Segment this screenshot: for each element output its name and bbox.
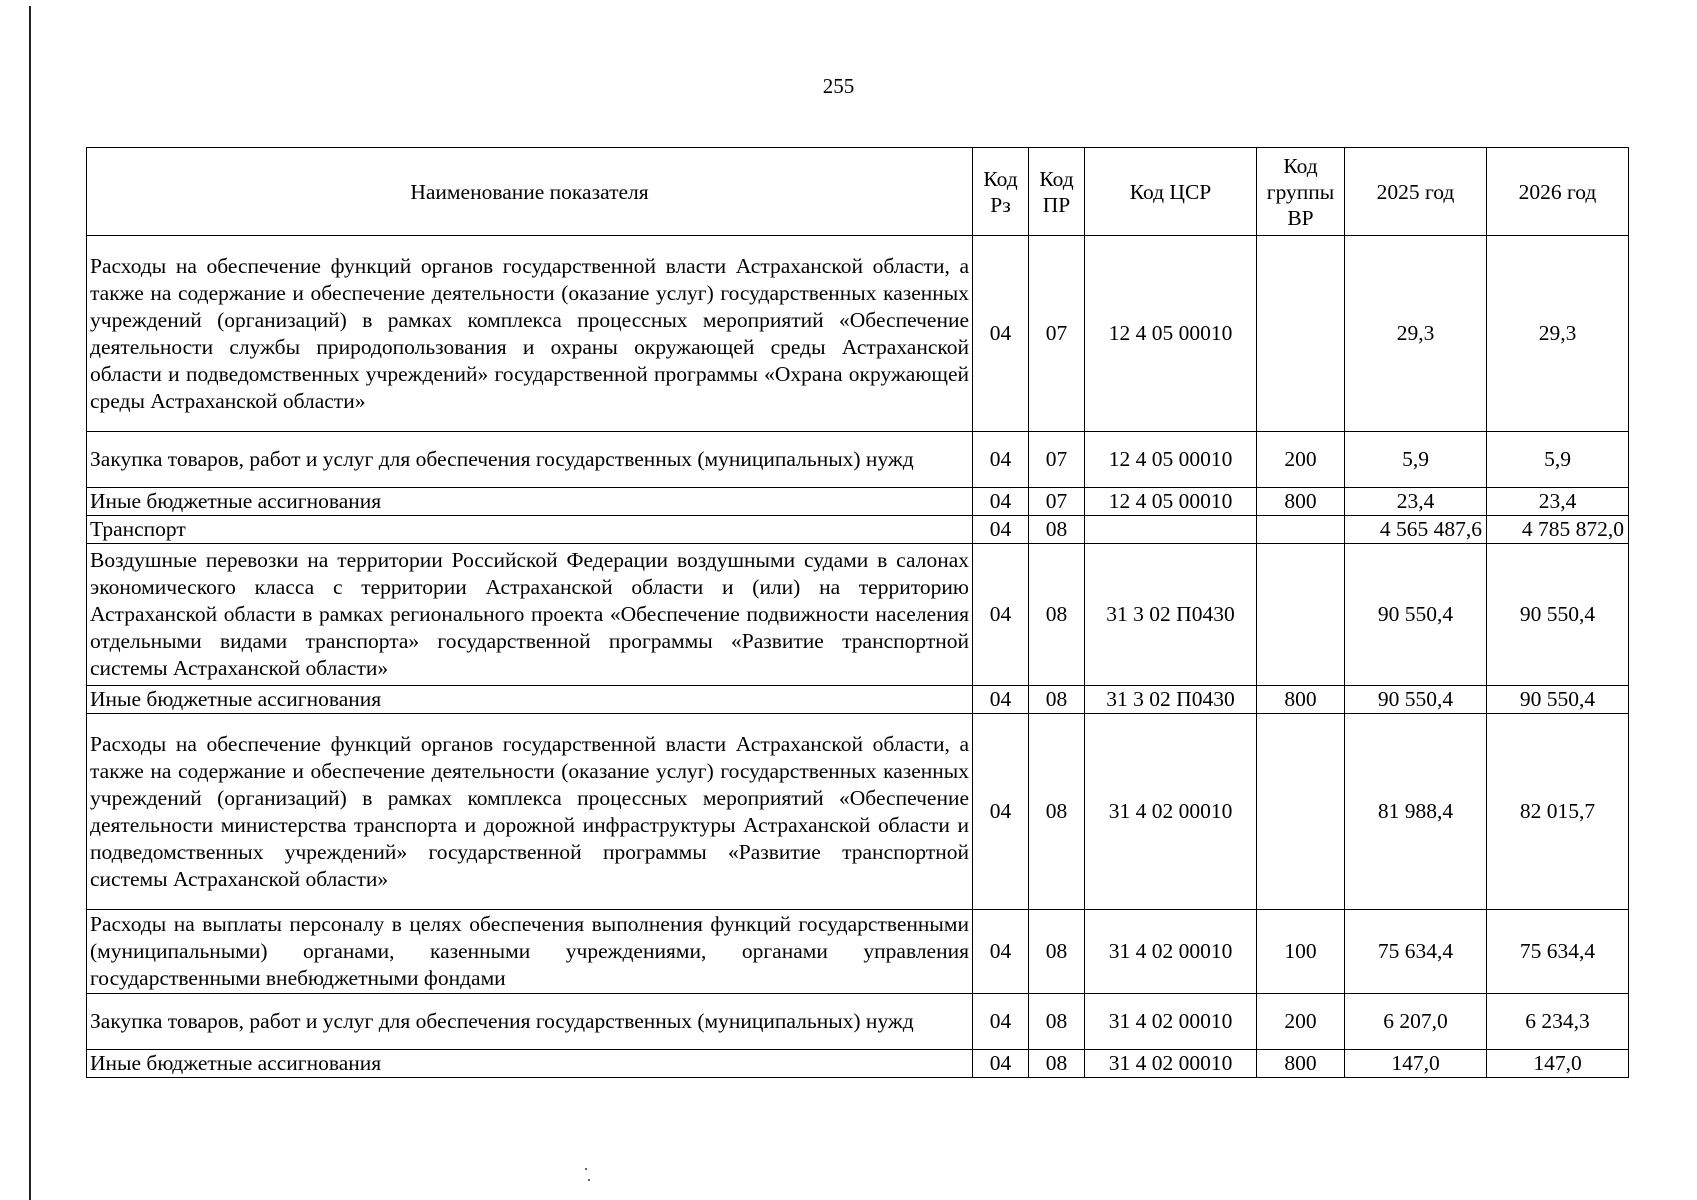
row-2025: 4 565 487,6 [1345, 516, 1487, 544]
row-pr: 07 [1029, 432, 1085, 488]
row-2025: 90 550,4 [1345, 686, 1487, 714]
row-2025: 75 634,4 [1345, 910, 1487, 994]
row-rz: 04 [973, 516, 1029, 544]
row-csr: 31 3 02 П0430 [1085, 686, 1257, 714]
row-rz: 04 [973, 1050, 1029, 1078]
row-vr: 800 [1257, 1050, 1345, 1078]
header-name: Наименование показателя [87, 148, 973, 236]
row-csr: 31 4 02 00010 [1085, 910, 1257, 994]
row-2026: 29,3 [1487, 236, 1629, 432]
row-2026: 75 634,4 [1487, 910, 1629, 994]
row-2026: 23,4 [1487, 488, 1629, 516]
row-2026: 147,0 [1487, 1050, 1629, 1078]
row-pr: 08 [1029, 714, 1085, 910]
table-row [87, 488, 1629, 516]
row-2025: 90 550,4 [1345, 544, 1487, 686]
row-name: Расходы на обеспечение функций органов государственной власти Астраханской области, а также на содержание и обеспечение деятельности (оказание услуг) государственных казенных учреждений (организаций) в рамках комплекса процессных мероприятий «Обеспечение деятельности министерства транспорта и дорожной инфраструктуры Астраханской области и подведомственных учреждений» государственной программы «Развитие транспортной системы Астраханской области» [87, 714, 973, 910]
row-pr: 08 [1029, 544, 1085, 686]
row-2025: 5,9 [1345, 432, 1487, 488]
row-name: Расходы на обеспечение функций органов государственной власти Астраханской области, а также на содержание и обеспечение деятельности (оказание услуг) государственных казенных учреждений (организаций) в рамках комплекса процессных мероприятий «Обеспечение деятельности службы природопользования и охраны окружающей среды Астраханской области и подведомственных учреждений» государственной программы «Охрана окружающей среды Астраханской области» [87, 236, 973, 432]
row-2026: 6 234,3 [1487, 994, 1629, 1050]
row-name: Иные бюджетные ассигнования [87, 1050, 973, 1078]
row-name: Транспорт [87, 516, 973, 544]
row-rz: 04 [973, 544, 1029, 686]
binding-margin-line [29, 6, 31, 1200]
table-row [87, 544, 1629, 686]
row-pr: 08 [1029, 994, 1085, 1050]
row-rz: 04 [973, 488, 1029, 516]
row-csr: 12 4 05 00010 [1085, 236, 1257, 432]
row-pr: 07 [1029, 236, 1085, 432]
header-rz: Код Рз [973, 148, 1029, 236]
row-rz: 04 [973, 994, 1029, 1050]
row-csr: 12 4 05 00010 [1085, 488, 1257, 516]
row-name: Воздушные перевозки на территории Российской Федерации воздушными судами в салонах экономического класса с территории Астраханской области и (или) на территорию Астраханской области в рамках регионального проекта «Обеспечение подвижности населения отдельными видами транспорта» государственной программы «Развитие транспортной системы Астраханской области» [87, 544, 973, 686]
row-pr: 08 [1029, 516, 1085, 544]
row-rz: 04 [973, 714, 1029, 910]
row-vr: 200 [1257, 994, 1345, 1050]
header-vr: Код группы ВР [1257, 148, 1345, 236]
row-vr [1257, 516, 1345, 544]
scan-speck [585, 1168, 587, 1170]
row-pr: 08 [1029, 1050, 1085, 1078]
row-vr [1257, 714, 1345, 910]
table-row [87, 236, 1629, 432]
header-2026: 2026 год [1487, 148, 1629, 236]
row-2026: 5,9 [1487, 432, 1629, 488]
row-name: Иные бюджетные ассигнования [87, 488, 973, 516]
row-pr: 08 [1029, 910, 1085, 994]
row-2025: 81 988,4 [1345, 714, 1487, 910]
row-name: Закупка товаров, работ и услуг для обеспечения государственных (муниципальных) нужд [87, 994, 973, 1050]
table-row [87, 994, 1629, 1050]
row-2025: 29,3 [1345, 236, 1487, 432]
row-csr [1085, 516, 1257, 544]
header-pr: Код ПР [1029, 148, 1085, 236]
table-row [87, 910, 1629, 994]
table-row [87, 1050, 1629, 1078]
scan-speck [588, 1179, 590, 1181]
row-2026: 90 550,4 [1487, 544, 1629, 686]
row-pr: 07 [1029, 488, 1085, 516]
row-2026: 90 550,4 [1487, 686, 1629, 714]
table-row [87, 714, 1629, 910]
budget-table [86, 147, 1629, 1078]
row-csr: 12 4 05 00010 [1085, 432, 1257, 488]
header-csr: Код ЦСР [1085, 148, 1257, 236]
header-2025: 2025 год [1345, 148, 1487, 236]
row-name: Расходы на выплаты персоналу в целях обеспечения выполнения функций государственными (муниципальными) органами, казенными учреждениями, органами управления государственными внебюджетными фондами [87, 910, 973, 994]
page-number: 255 [822, 74, 855, 98]
table-row [87, 432, 1629, 488]
row-vr [1257, 236, 1345, 432]
row-pr: 08 [1029, 686, 1085, 714]
row-2025: 23,4 [1345, 488, 1487, 516]
row-2025: 6 207,0 [1345, 994, 1487, 1050]
row-2026: 4 785 872,0 [1487, 516, 1629, 544]
row-vr: 100 [1257, 910, 1345, 994]
row-2025: 147,0 [1345, 1050, 1487, 1078]
row-rz: 04 [973, 236, 1029, 432]
row-rz: 04 [973, 686, 1029, 714]
row-csr: 31 4 02 00010 [1085, 1050, 1257, 1078]
table-row [87, 516, 1629, 544]
row-name: Закупка товаров, работ и услуг для обеспечения государственных (муниципальных) нужд [87, 432, 973, 488]
row-2026: 82 015,7 [1487, 714, 1629, 910]
row-csr: 31 3 02 П0430 [1085, 544, 1257, 686]
table-row [87, 686, 1629, 714]
row-csr: 31 4 02 00010 [1085, 994, 1257, 1050]
row-vr [1257, 544, 1345, 686]
table-header-row [87, 148, 1629, 236]
row-rz: 04 [973, 910, 1029, 994]
row-name: Иные бюджетные ассигнования [87, 686, 973, 714]
row-vr: 800 [1257, 686, 1345, 714]
row-vr: 800 [1257, 488, 1345, 516]
row-csr: 31 4 02 00010 [1085, 714, 1257, 910]
row-rz: 04 [973, 432, 1029, 488]
row-vr: 200 [1257, 432, 1345, 488]
